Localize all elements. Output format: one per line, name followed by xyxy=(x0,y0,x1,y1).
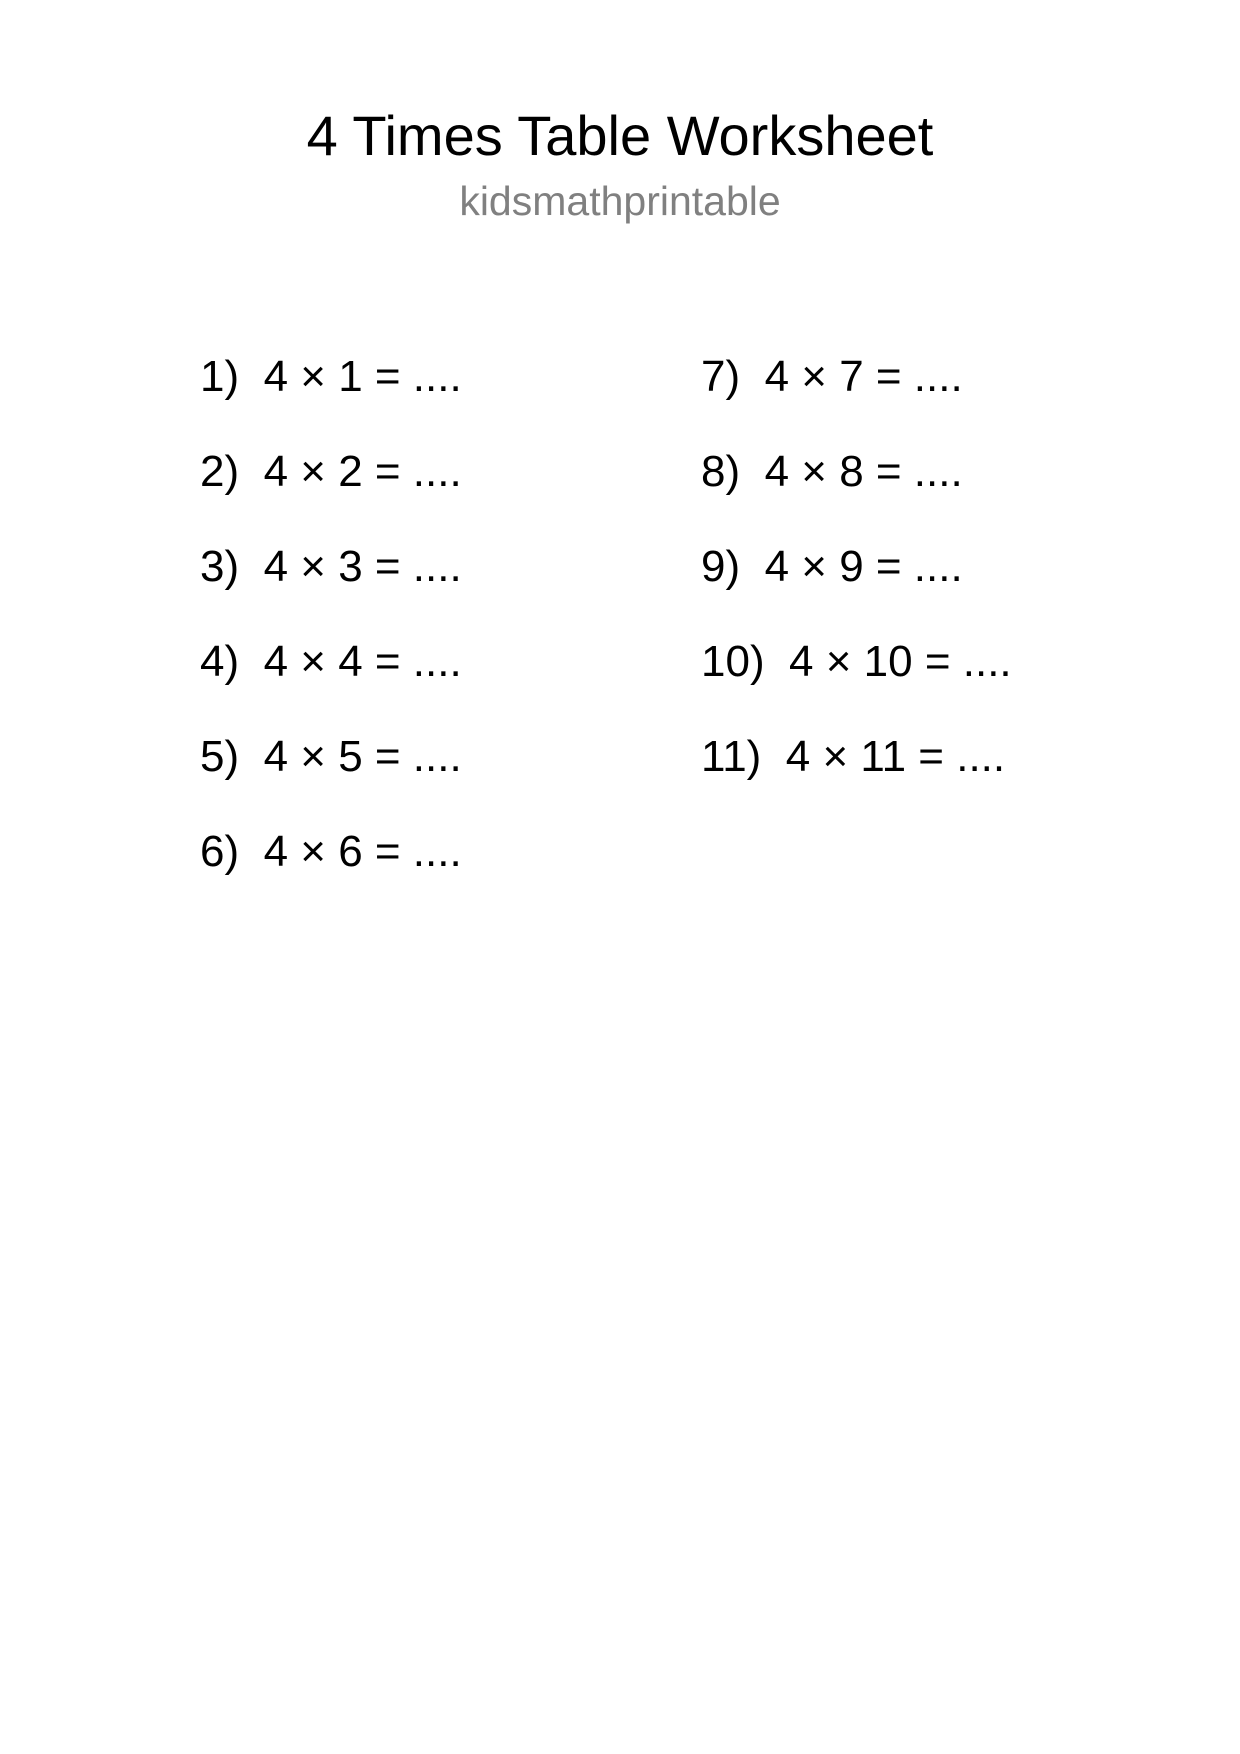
problem-item: 9) 4 × 9 = .... xyxy=(701,542,963,591)
problem-item: 3) 4 × 3 = .... xyxy=(200,542,462,591)
problem-item: 6) 4 × 6 = .... xyxy=(200,827,462,876)
problem-item: 10) 4 × 10 = .... xyxy=(701,637,1012,686)
problem-item: 7) 4 × 7 = .... xyxy=(701,352,963,401)
problem-item: 8) 4 × 8 = .... xyxy=(701,447,963,496)
page-subtitle: kidsmathprintable xyxy=(459,178,781,224)
problem-item: 11) 4 × 11 = .... xyxy=(701,732,1006,781)
problem-item: 5) 4 × 5 = .... xyxy=(200,732,462,781)
problem-column-right xyxy=(701,352,1012,827)
worksheet-header xyxy=(0,96,1240,226)
problem-item: 1) 4 × 1 = .... xyxy=(200,352,462,401)
problem-item: 4) 4 × 4 = .... xyxy=(200,637,462,686)
problem-item: 2) 4 × 2 = .... xyxy=(200,447,462,496)
page-title: 4 Times Table Worksheet xyxy=(306,104,934,167)
problem-column-left xyxy=(200,352,462,922)
